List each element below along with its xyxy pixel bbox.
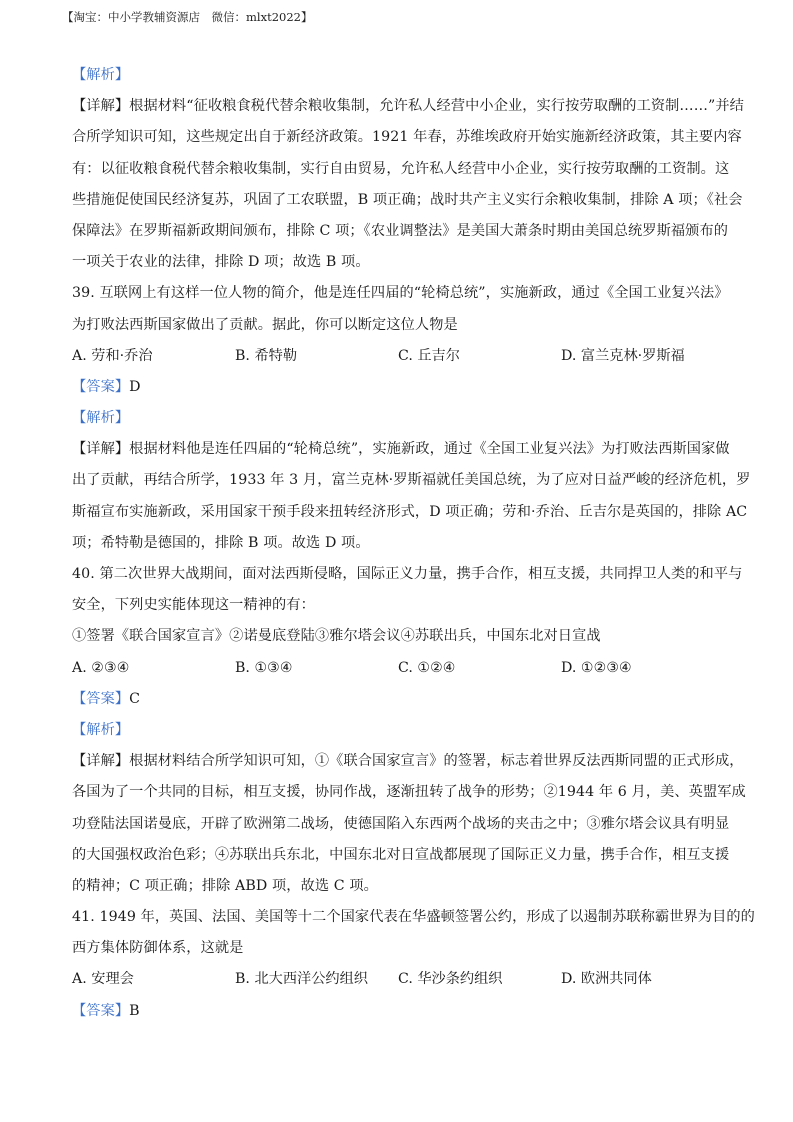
answer-value: C [129,690,141,707]
text-line [72,434,730,465]
analysis-label [72,715,724,746]
line-text: 出了贡献，再结合所学，1933 年 3 月，富兰克林·罗斯福就任美国总统，为了应对日益严峻的经济危机，罗 [72,472,751,489]
option-c: C. ①②④ [398,659,456,676]
detail-tag: 【详解】 [72,753,130,770]
text-line [72,777,746,808]
text-line [72,933,724,964]
option-b: B. ①③④ [235,659,293,676]
detail-tag: 【详解】 [72,441,130,458]
text-line [72,216,729,247]
line-text: 安全，下列史实能体现这一精神的有： [72,597,315,614]
option-d: D. ①②③④ [561,659,632,676]
section-tag: 【解析】 [72,721,130,738]
section-tag: 【解析】 [72,410,130,427]
option-d: D. 富兰克林·罗斯福 [561,347,685,364]
answer-value: B [129,1002,140,1019]
line-text: 保障法》在罗斯福新政期间颁布，排除 C 项；《农业调整法》是美国大萧条时期由美国总统罗斯福颁布的 [72,222,729,239]
line-text: 一项关于农业的法律，排除 D 项；故选 B 项。 [72,254,370,271]
option-b: B. 希特勒 [235,347,298,364]
section-tag: 【答案】 [72,378,130,395]
text-line [72,871,724,902]
section-tag: 【答案】 [72,690,130,707]
line-text: 41. 1949 年，英国、法国、美国等十二个国家代表在华盛顿签署公约，形成了以遏制苏联称霸世界为目的的 [72,909,755,926]
text-line [72,185,743,216]
answer-options [72,653,724,684]
line-text: 功登陆法国诺曼底，开辟了欧洲第二战场，使德国陷入东西两个战场的夹击之中；③雅尔塔会议具有明显 [72,815,730,832]
text-line [72,247,724,278]
text-line [72,528,724,559]
answer-line [72,684,724,715]
text-line [72,590,724,621]
option-a: A. 安理会 [72,971,134,988]
line-text: 西方集体防御体系，这就是 [72,940,244,957]
line-text: 的精神；C 项正确；排除 ABD 项，故选 C 项。 [72,877,378,894]
option-c: C. 丘吉尔 [398,347,460,364]
text-line [72,310,724,341]
line-text: 根据材料结合所学知识可知，①《联合国家宣言》的签署，标志着世界反法西斯同盟的正式形成， [129,753,744,770]
text-line [72,122,742,153]
line-text: 的大国强权政治色彩；④苏联出兵东北，中国东北对日宣战都展现了国际正义力量，携手合作，相互支援 [72,846,730,863]
line-text: 有：以征收粮食税代替余粮收集制，实行自由贸易，允许私人经营中小企业，实行按劳取酬的工资制。这 [72,160,730,177]
answer-line [72,996,724,1027]
line-text: 斯福宣布实施新政，采用国家干预手段来扭转经济形式，D 项正确；劳和·乔治、丘吉尔是英国的，排除 AC [72,503,748,520]
answer-options [72,341,724,372]
option-c: C. 华沙条约组织 [398,971,503,988]
analysis-label [72,60,724,91]
option-a: A. ②③④ [72,659,130,676]
document-body [72,60,755,1027]
option-b: B. 北大西洋公约组织 [235,971,368,988]
text-line [72,809,730,840]
text-line [72,278,729,309]
line-text: 为打败法西斯国家做出了贡献。据此，你可以断定这位人物是 [72,316,458,333]
page-header: 【淘宝：中小学教辅资源店 微信：mlxt2022】 [62,10,313,24]
detail-tag: 【详解】 [72,98,130,115]
text-line [72,91,744,122]
line-text: 根据材料他是连任四届的“轮椅总统”，实施新政，通过《全国工业复兴法》为打败法西斯国家做 [129,441,730,458]
analysis-label [72,403,724,434]
line-text: 各国为了一个共同的目标，相互支援，协同作战，逐渐扭转了战争的形势；②1944 年 6 月，美、英盟军成 [72,784,746,801]
answer-line [72,372,724,403]
line-text: 39. 互联网上有这样一位人物的简介，他是连任四届的“轮椅总统”，实施新政，通过《全国工业复兴法》 [72,285,729,302]
line-text: 根据材料“征收粮食税代替余粮收集制，允许私人经营中小企业，实行按劳取酬的工资制……”并结 [129,98,744,115]
option-a: A. 劳和·乔治 [72,347,153,364]
line-text: 项；希特勒是德国的，排除 B 项。故选 D 项。 [72,534,370,551]
line-text: ①签署《联合国家宣言》②诺曼底登陆③雅尔塔会议④苏联出兵，中国东北对日宣战 [72,628,601,645]
text-line [72,621,724,652]
text-line [72,840,730,871]
section-tag: 【解析】 [72,67,130,83]
text-line [72,497,748,528]
option-d: D. 欧洲共同体 [561,971,652,988]
line-text: 40. 第二次世界大战期间，面对法西斯侵略，国际正义力量，携手合作，相互支援，共同捍卫人类的和平与 [72,566,743,582]
line-text: 合所学知识可知，这些规定出自于新经济政策。1921 年春，苏维埃政府开始实施新经济政策，其主要内容 [72,129,742,146]
text-line [72,465,751,496]
section-tag: 【答案】 [72,1002,130,1019]
answer-value: D [129,378,141,395]
text-line [72,902,755,933]
line-text: 些措施促使国民经济复苏，巩固了工农联盟，B 项正确；战时共产主义实行余粮收集制，排除 A 项；《社会 [72,191,743,208]
text-line [72,559,743,590]
text-line [72,746,744,777]
answer-options [72,964,724,995]
text-line [72,154,730,185]
